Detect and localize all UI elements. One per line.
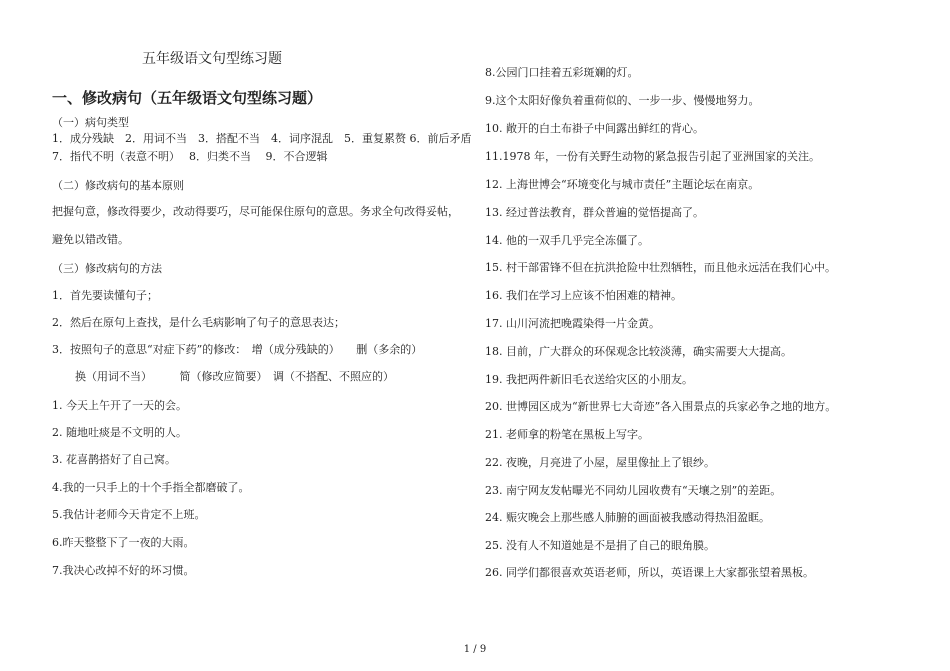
left-text-line: 6.昨天整整下了一夜的大雨。	[52, 536, 195, 549]
right-text-line: 21. 老师拿的粉笔在黑板上写字。	[485, 428, 649, 441]
right-text-line: 20. 世博园区成为“新世界七大奇迹”各入围景点的兵家必争之地的地方。	[485, 400, 837, 413]
left-text-line: 3．按照句子的意思“对症下药”的修改： 增（成分残缺的） 删（多余的）	[52, 343, 423, 356]
right-text-line: 25. 没有人不知道她是不是捐了自己的眼角膜。	[485, 539, 715, 552]
right-text-line: 8.公园门口挂着五彩斑斓的灯。	[485, 66, 639, 79]
left-text-line: 2. 随地吐痰是不文明的人。	[52, 426, 187, 439]
right-text-line: 24. 赈灾晚会上那些感人肺腑的画面被我感动得热泪盈眶。	[485, 511, 770, 524]
section-heading: 一、修改病句（五年级语文句型练习题）	[52, 89, 323, 107]
left-text-line: 1．成分残缺 2．用词不当 3．搭配不当 4．词序混乱 5．重复累赘 6．前后矛盾	[52, 132, 472, 145]
left-text-line: 7．指代不明（表意不明） 8．归类不当 9．不合逻辑	[52, 150, 328, 163]
left-text-line: （三）修改病句的方法	[52, 262, 162, 275]
right-text-line: 19. 我把两件新旧毛衣送给灾区的小朋友。	[485, 373, 693, 386]
left-text-line: 把握句意，修改得要少，改动得要巧，尽可能保住原句的意思。务求全句改得妥帖，	[52, 205, 459, 218]
right-text-line: 18. 目前，广大群众的环保观念比较淡薄，确实需要大大提高。	[485, 345, 792, 358]
left-text-line: 1. 今天上午开了一天的会。	[52, 399, 187, 412]
left-text-line: 避免以错改错。	[52, 233, 129, 246]
page-number: 1 / 9	[463, 644, 487, 655]
left-text-line: （一）病句类型	[52, 116, 129, 129]
right-text-line: 10. 敞开的白土布褂子中间露出鲜红的背心。	[485, 122, 704, 135]
left-text-line: 5.我估计老师今天肯定不上班。	[52, 508, 206, 521]
right-text-line: 17. 山川河流把晚霞染得一片金黄。	[485, 317, 660, 330]
left-text-line: 2．然后在原句上查找，是什么毛病影响了句子的意思表达；	[52, 316, 345, 329]
right-text-line: 15. 村干部雷锋不但在抗洪抢险中壮烈牺牲，而且他永远活在我们心中。	[485, 261, 836, 274]
left-text-line: 换（用词不当） 简（修改应简要） 调（不搭配、不照应的）	[64, 370, 394, 383]
left-text-line: 1．首先要读懂句子；	[52, 289, 158, 302]
right-text-line: 22. 夜晚，月亮进了小屋，屋里像扯上了银纱。	[485, 456, 715, 469]
right-text-line: 16. 我们在学习上应该不怕困难的精神。	[485, 289, 682, 302]
right-text-line: 11.1978 年，一份有关野生动物的紧急报告引起了亚洲国家的关注。	[485, 150, 820, 163]
left-text-line: 7.我决心改掉不好的坏习惯。	[52, 564, 195, 577]
right-text-line: 13. 经过普法教育，群众普遍的觉悟提高了。	[485, 206, 704, 219]
left-text-line: 3. 花喜鹊搭好了自己窝。	[52, 453, 176, 466]
right-text-line: 23. 南宁网友发帖曝光不同幼儿园收费有“天壤之别”的差距。	[485, 484, 782, 497]
right-text-line: 12. 上海世博会“环境变化与城市责任”主题论坛在南京。	[485, 178, 760, 191]
right-text-line: 26. 同学们都很喜欢英语老师，所以，英语课上大家都张望着黑板。	[485, 566, 814, 579]
right-text-line: 9.这个太阳好像负着重荷似的、一步一步、慢慢地努力。	[485, 94, 760, 107]
document-title: 五年级语文句型练习题	[142, 51, 282, 67]
left-text-line: 4.我的一只手上的十个手指全都磨破了。	[52, 481, 250, 494]
left-text-line: （二）修改病句的基本原则	[52, 179, 184, 192]
right-text-line: 14. 他的一双手几乎完全冻僵了。	[485, 234, 649, 247]
